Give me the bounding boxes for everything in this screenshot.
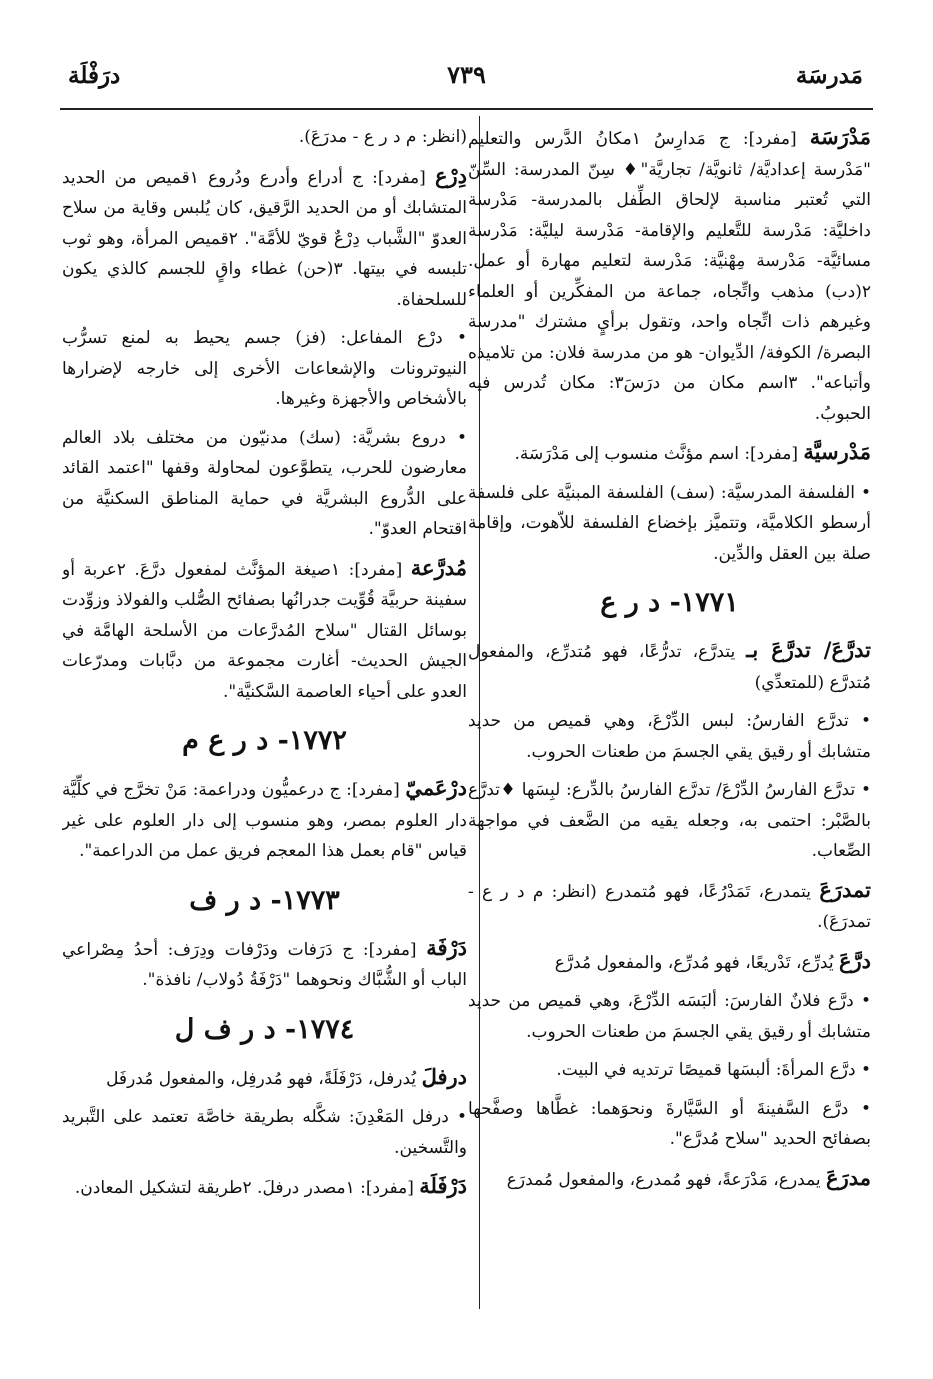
subentry: • درَّع فلانٌ الفارسَ: ألبَسَه الدِّرْعَ، وهي قميص من حديد متشابك أو رقيق يقي الجسمَ من طعنات الحروب. bbox=[468, 991, 871, 1042]
headword: دَرْفَلَة bbox=[419, 1173, 467, 1198]
headword: مُدرَّعة bbox=[410, 554, 467, 580]
entry-mudarraa bbox=[62, 553, 467, 708]
headword: درَّعَ bbox=[838, 947, 871, 973]
entry-darfala-noun bbox=[62, 1171, 467, 1204]
subentry: • درَّع المرأةَ: ألبسَها قميصًا ترتديه في البيت. bbox=[556, 1060, 871, 1080]
root-heading-1771: ١٧٧١- د ر ع bbox=[600, 587, 739, 618]
headword: درفلَ bbox=[421, 1063, 467, 1089]
definition: [مفرد]: ج مَدارِسُ ١مكانُ الدَّرس والتعليم "مَدْرسة إعداديَّة/ ثانويَّة/ تجاريَّة"♦ سِنّ المدرسة: السِّنّ التي تُعتبر مناسبة لإلحاق الطِّفل بالمدرسة- مَدْرسة داخليَّة: مَدْرسة للتَّعليم والإقامة- مَدْرسة ليليَّة: مَدْرسة مسائيَّة- مَدْرسة مِهْنيَّة: مَدْرسة لتعليم مهارة أو عمل. ٢(دب) مذهب واتِّجاه، جماعة من المفكِّرين أو العلماء وغيرهم ذات اتِّجاه واحد، وتقول برأيٍ مشترك "مدرسة البصرة/ الكوفة/ الدِّيوان- هو من مدرسة فلان: من تلاميذه وأتباعه". ٣اسم مكان من درَسَ٣: مكان تُدرس فيه الحبوبُ. bbox=[468, 129, 871, 424]
headword: مَدْرسيَّة bbox=[803, 439, 871, 464]
entry-madrasa bbox=[468, 122, 871, 429]
headword: درْعَميّ bbox=[405, 775, 467, 800]
header-rule bbox=[60, 108, 873, 110]
right-column bbox=[468, 122, 871, 1319]
subentry: • درْع المفاعل: (فز) جسم يحيط به لمنع تسرُّب النيوترونات والإشعاعات الأخرى إلى خارجه لإضرارها بالأشخاص والأجهزة وغيرها. bbox=[62, 328, 467, 409]
left-column bbox=[62, 122, 467, 1319]
headword: دِرْع bbox=[434, 162, 467, 188]
headword: تدرَّعَ/ تدرَّعَ بـ bbox=[746, 637, 871, 662]
definition: [مفرد]: ج أدراع وأدرع ودُروع ١قميص من الحديد المتشابك أو من الحديد الرَّقيق، كان يُلبس وقاية من سلاح العدوّ "الشَّباب دِرْعٌ قويّ للأمَّة". ٢قميص المرأة، وهو ثوب تلبسه في بيتها. ٣(حن) غطاء واقٍ للجسم كالذي يكون للسلحفاة. bbox=[62, 167, 467, 310]
entry-tadarraa bbox=[468, 635, 871, 698]
entry-madrasiyya bbox=[468, 437, 871, 470]
definition: [مفرد]: ج دَرَفات ودَرْفات ودِرَف: أحدُ مِصْراعي الباب أو الشُّبَّاك ونحوهما "دَرْفَةُ دُولاب/ نافذة". bbox=[62, 939, 467, 990]
subentry: • تدرَّع الفارسُ الدِّرْعَ/ تدرَّع الفارسُ بالدِّرع: لبِسَها ♦تدرَّع بالصَّبْر: احتمى به، وجعله يقيه من الضَّعف في مواجهة الصِّعاب. bbox=[468, 780, 871, 861]
definition: [مفرد]: ج درعميُّون ودراعمة: مَنْ تخرَّج في كلِّيَّة دار العلوم بمصر، وهو منسوب إلى دار العلوم على غير قياس "قام بعمل هذا المعجم فريق عمل من الدراعمة". bbox=[62, 780, 467, 861]
definition: يُدرفل، دَرْفَلَةً، فهو مُدرفِل، والمفعول مُدرفَل bbox=[106, 1068, 417, 1089]
entry-darfa bbox=[62, 933, 467, 996]
subentry: • درَّع السَّفينةَ أو السَّيَّارةَ ونحوَهما: غطَّاها وصفَّحها بصفائح الحديد "سلاح مُدرَّع". bbox=[468, 1098, 871, 1149]
definition: [مفرد]: ١مصدر درفلَ. ٢طريقة لتشكيل المعادن. bbox=[74, 1178, 414, 1198]
header-guide-word-left: درَفْلَة bbox=[68, 62, 121, 89]
continuation-text: (انظر: م د ر ع - مدرَعَ). bbox=[298, 127, 467, 147]
definition: [مفرد]: ١صيغة المؤنَّث لمفعول درَّعَ. ٢عربة أو سفينة حربيَّة قُوِّيت جدرانُها بصفائح الصُّلب والفولاذ وزوِّدت بوسائل القتال "سلاح المُدرَّعات من الأسلحة الهامَّة في الجيش الحديث- أغارت مجموعة من دبَّابات ومدرّعات العدو على أحياء العاصمة السَّكنيَّة". bbox=[62, 559, 467, 702]
definition: [مفرد]: اسم مؤنَّث منسوب إلى مَدْرَسَة. bbox=[514, 444, 798, 464]
page-number: ٧٣٩ bbox=[447, 60, 486, 89]
headword: مدرَعَ bbox=[826, 1164, 871, 1190]
entry-madraa bbox=[468, 1163, 871, 1196]
entry-daraami bbox=[62, 773, 467, 867]
headword: دَرْفَة bbox=[426, 934, 467, 960]
entry-tamadraa bbox=[468, 875, 871, 938]
definition: يتدرَّع، تدرُّعًا، فهو مُتدرِّع، والمفعول مُتدرَّع (للمتعدِّي) bbox=[468, 642, 871, 693]
subentry: • تدرَّع الفارسُ: لبس الدِّرْعَ، وهي قميص من حديد متشابك أو رقيق يقي الجسمَ من طعنات الحروب. bbox=[468, 711, 871, 762]
headword: مَدْرَسَة bbox=[809, 124, 871, 149]
root-heading-1774: ١٧٧٤- د ر ف ل bbox=[174, 1013, 355, 1045]
subentry: • الفلسفة المدرسيَّة: (سف) الفلسفة المبنيَّة على فلسفة أرسطو الكلاميَّة، وتتميَّز بإخضاع الفلسفة للاّهوت، وإقامة صلة بين العقل والدِّين. bbox=[468, 482, 871, 564]
root-heading-1773: ١٧٧٣- د ر ف bbox=[189, 884, 340, 916]
header-guide-word-right: مَدرسَة bbox=[795, 62, 863, 89]
entry-darfala-verb bbox=[62, 1062, 467, 1095]
headword: تمدرَعَ bbox=[819, 876, 871, 902]
definition: يتمدرع، تَمَدْرُعًا، فهو مُتمدرع (انظر: م د ر ع - تمدرَعَ). bbox=[468, 881, 871, 932]
root-heading-1772: ١٧٧٢- د ر ع م bbox=[182, 725, 347, 756]
definition: يمدرع، مَدْرَعةً، فهو مُمدرع، والمفعول مُمدرَع bbox=[506, 1169, 821, 1190]
subentry: • درفل المَعْدِنَ: شكَّله بطريقة خاصَّة تعتمد على التَّبريد والتَّسخين. bbox=[62, 1107, 467, 1158]
subentry: • دروع بشريَّة: (سك) مدنيّون من مختلف بلاد العالم معارضون للحرب، يتطوَّعون لمحاولة وقفها "اعتمد القائد على الدُّروع البشريَّة في حماية المناطق السكنيَّة من اقتحام العدوّ". bbox=[62, 427, 467, 539]
entry-darraa bbox=[468, 946, 871, 979]
entry-dir bbox=[62, 161, 467, 316]
definition: يُدرِّع، تَدْريعًا، فهو مُدرِّع، والمفعول مُدرَّع bbox=[554, 952, 834, 973]
